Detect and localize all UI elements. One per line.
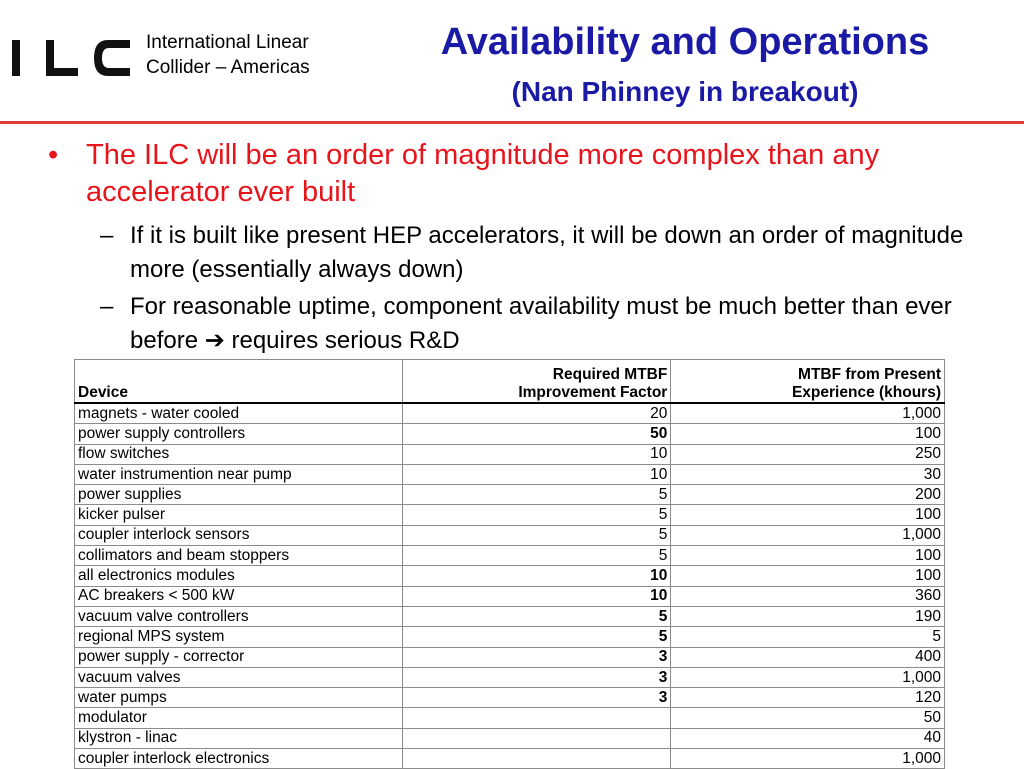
present-mtbf-cell: 100	[671, 546, 945, 566]
ilc-logo	[8, 34, 133, 80]
table-row	[75, 627, 945, 647]
device-cell: vacuum valves	[75, 667, 403, 687]
main-bullet-text: The ILC will be an order of magnitude more complex than any accelerator ever built	[86, 139, 880, 208]
header-improvement-factor-line-1: Required MTBF	[552, 366, 668, 383]
device-cell: coupler interlock electronics	[75, 749, 403, 769]
table-row	[75, 708, 945, 728]
present-mtbf-cell: 100	[671, 566, 945, 586]
improvement-factor-cell: 3	[402, 647, 671, 667]
improvement-factor-cell: 10	[402, 464, 671, 484]
header-device: Device	[75, 360, 403, 404]
table-row	[75, 424, 945, 444]
device-cell: modulator	[75, 708, 403, 728]
improvement-factor-cell: 10	[402, 586, 671, 606]
improvement-factor-cell	[402, 708, 671, 728]
present-mtbf-cell: 1,000	[671, 749, 945, 769]
device-cell: power supply controllers	[75, 424, 403, 444]
present-mtbf-cell: 250	[671, 444, 945, 464]
organization-line-1: International Linear	[146, 32, 309, 53]
improvement-factor-cell: 5	[402, 525, 671, 545]
improvement-factor-cell: 5	[402, 627, 671, 647]
device-cell: power supply - corrector	[75, 647, 403, 667]
present-mtbf-cell: 100	[671, 505, 945, 525]
table-row	[75, 647, 945, 667]
present-mtbf-cell: 200	[671, 485, 945, 505]
organization-name	[146, 30, 310, 80]
present-mtbf-cell: 100	[671, 424, 945, 444]
improvement-factor-cell	[402, 728, 671, 748]
improvement-factor-cell: 20	[402, 403, 671, 424]
present-mtbf-cell: 1,000	[671, 525, 945, 545]
device-cell: kicker pulser	[75, 505, 403, 525]
improvement-factor-cell	[402, 749, 671, 769]
sub-bullet-2-text-start: For reasonable uptime, component availability must be much better than ever before	[130, 293, 952, 354]
sub-bullet-2-text-end: requires serious R&D	[224, 327, 460, 354]
present-mtbf-cell: 400	[671, 647, 945, 667]
present-mtbf-cell: 1,000	[671, 667, 945, 687]
device-cell: klystron - linac	[75, 728, 403, 748]
device-cell: all electronics modules	[75, 566, 403, 586]
present-mtbf-cell: 40	[671, 728, 945, 748]
present-mtbf-cell: 120	[671, 688, 945, 708]
improvement-factor-cell: 10	[402, 566, 671, 586]
improvement-factor-cell: 5	[402, 485, 671, 505]
improvement-factor-cell: 5	[402, 546, 671, 566]
present-mtbf-cell: 5	[671, 627, 945, 647]
table-row	[75, 444, 945, 464]
device-cell: AC breakers < 500 kW	[75, 586, 403, 606]
mtbf-table	[74, 359, 945, 769]
device-cell: collimators and beam stoppers	[75, 546, 403, 566]
table-row	[75, 485, 945, 505]
table-row	[75, 525, 945, 545]
sub-bullet-marker: –	[100, 222, 114, 249]
improvement-factor-cell: 5	[402, 505, 671, 525]
improvement-factor-cell: 50	[402, 424, 671, 444]
present-mtbf-cell: 360	[671, 586, 945, 606]
slide-subtitle: (Nan Phinney in breakout)	[511, 76, 859, 107]
table-body	[75, 403, 945, 769]
header-present-mtbf	[671, 360, 945, 404]
table-row	[75, 728, 945, 748]
table-row	[75, 688, 945, 708]
table-row	[75, 464, 945, 484]
slide-title: Availability and Operations	[440, 21, 930, 63]
device-cell: regional MPS system	[75, 627, 403, 647]
organization-line-2: Collider – Americas	[146, 57, 310, 78]
table-row	[75, 546, 945, 566]
present-mtbf-cell: 1,000	[671, 403, 945, 424]
device-cell: coupler interlock sensors	[75, 525, 403, 545]
table-row	[75, 749, 945, 769]
present-mtbf-cell: 30	[671, 464, 945, 484]
header-divider	[0, 121, 1024, 124]
table-row	[75, 403, 945, 424]
improvement-factor-cell: 3	[402, 688, 671, 708]
table-header-row	[75, 360, 945, 404]
present-mtbf-cell: 50	[671, 708, 945, 728]
table-row	[75, 505, 945, 525]
table-row	[75, 606, 945, 626]
improvement-factor-cell: 5	[402, 606, 671, 626]
sub-bullet-marker: –	[100, 293, 114, 320]
sub-bullet-1-text: If it is built like present HEP accelerators, it will be down an order of magnitude more (essentially always down)	[130, 222, 964, 283]
sub-bullet-2-text	[130, 290, 1000, 358]
improvement-factor-cell: 3	[402, 667, 671, 687]
table-row	[75, 586, 945, 606]
header-improvement-factor-line-2: Improvement Factor	[518, 384, 668, 401]
device-cell: flow switches	[75, 444, 403, 464]
table-row	[75, 566, 945, 586]
table-row	[75, 667, 945, 687]
device-cell: power supplies	[75, 485, 403, 505]
device-cell: magnets - water cooled	[75, 403, 403, 424]
device-cell: water instrumention near pump	[75, 464, 403, 484]
bullet-marker: •	[48, 139, 59, 171]
header-present-mtbf-line-2: Experience (khours)	[791, 384, 941, 401]
device-cell: vacuum valve controllers	[75, 606, 403, 626]
header-present-mtbf-line-1: MTBF from Present	[798, 366, 941, 383]
header-improvement-factor	[402, 360, 671, 404]
arrow-icon: ➔	[204, 327, 225, 354]
device-cell: water pumps	[75, 688, 403, 708]
present-mtbf-cell: 190	[671, 606, 945, 626]
improvement-factor-cell: 10	[402, 444, 671, 464]
